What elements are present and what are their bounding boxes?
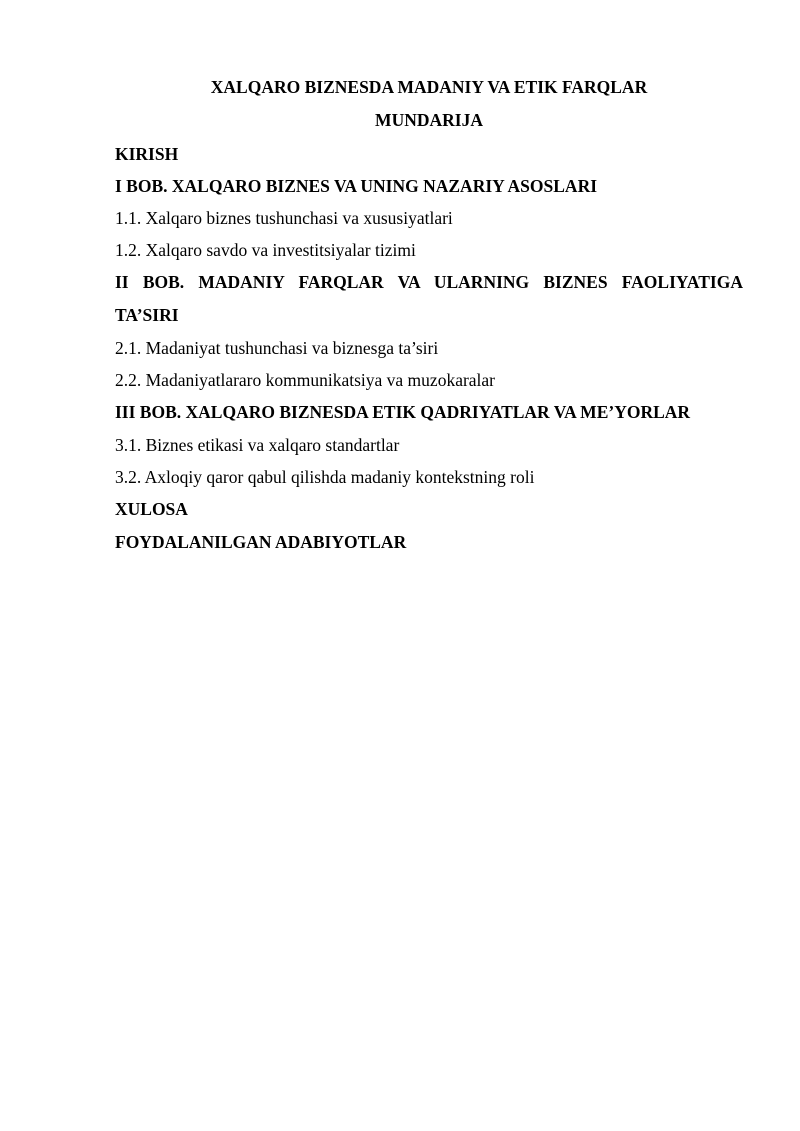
toc-section-1-1: 1.1. Xalqaro biznes tushunchasi va xususiyatlari [115,208,453,228]
toc-references: FOYDALANILGAN ADABIYOTLAR [115,532,407,552]
toc-section-3-2: 3.2. Axloqiy qaror qabul qilishda madaniy kontekstning roli [115,467,535,487]
document-title: XALQARO BIZNESDA MADANIY VA ETIK FARQLAR [210,77,648,97]
toc-section-1-2: 1.2. Xalqaro savdo va investitsiyalar tizimi [115,240,416,260]
toc-chapter-1: I BOB. XALQARO BIZNES VA UNING NAZARIY ASOSLARI [115,176,598,196]
toc-section-3-1: 3.1. Biznes etikasi va xalqaro standartlar [115,435,400,455]
toc-section-2-2: 2.2. Madaniyatlararo kommunikatsiya va muzokaralar [115,370,496,390]
toc-conclusion: XULOSA [115,499,188,519]
toc-heading: MUNDARIJA [375,110,483,130]
toc-section-2-1: 2.1. Madaniyat tushunchasi va biznesga ta’siri [115,338,439,358]
toc-intro: KIRISH [115,144,179,164]
toc-chapter-3: III BOB. XALQARO BIZNESDA ETIK QADRIYATLAR VA ME’YORLAR [115,402,691,422]
toc-chapter-2-line-2: TA’SIRI [115,305,179,325]
toc-chapter-2-line-1: II BOB. MADANIY FARQLAR VA ULARNING BIZNES FAOLIYATIGA [115,272,743,292]
